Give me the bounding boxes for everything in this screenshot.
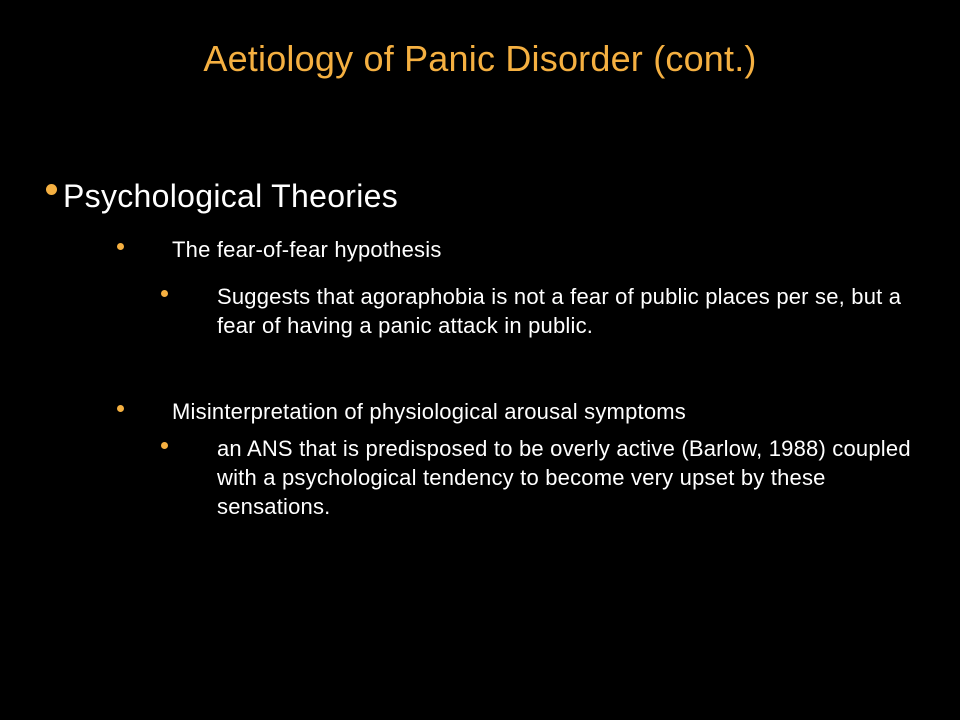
bullet-dot-icon [117,243,124,250]
slide-title: Aetiology of Panic Disorder (cont.) [203,38,757,79]
bullet-dot-icon [46,184,57,195]
bullet-dot-icon [161,442,168,449]
bullet-text: The fear-of-fear hypothesis [172,237,442,262]
bullet-text: Suggests that agoraphobia is not a fear of public places per se, but a fear of having a panic attack in public. [217,284,902,338]
bullet-misinterpretation [117,397,686,424]
bullet-fear-of-fear [117,235,442,262]
bullet-text: an ANS that is predisposed to be overly active (Barlow, 1988) coupled with a psychological tendency to become very upset by these sensations. [217,436,911,519]
bullet-psychological-theories [46,176,398,216]
bullet-dot-icon [161,290,168,297]
bullet-text: Misinterpretation of physiological arousal symptoms [172,399,686,424]
bullet-ans-explanation [161,434,911,519]
bullet-agoraphobia-explanation [161,282,902,338]
bullet-dot-icon [117,405,124,412]
bullet-text: Psychological Theories [63,178,399,214]
